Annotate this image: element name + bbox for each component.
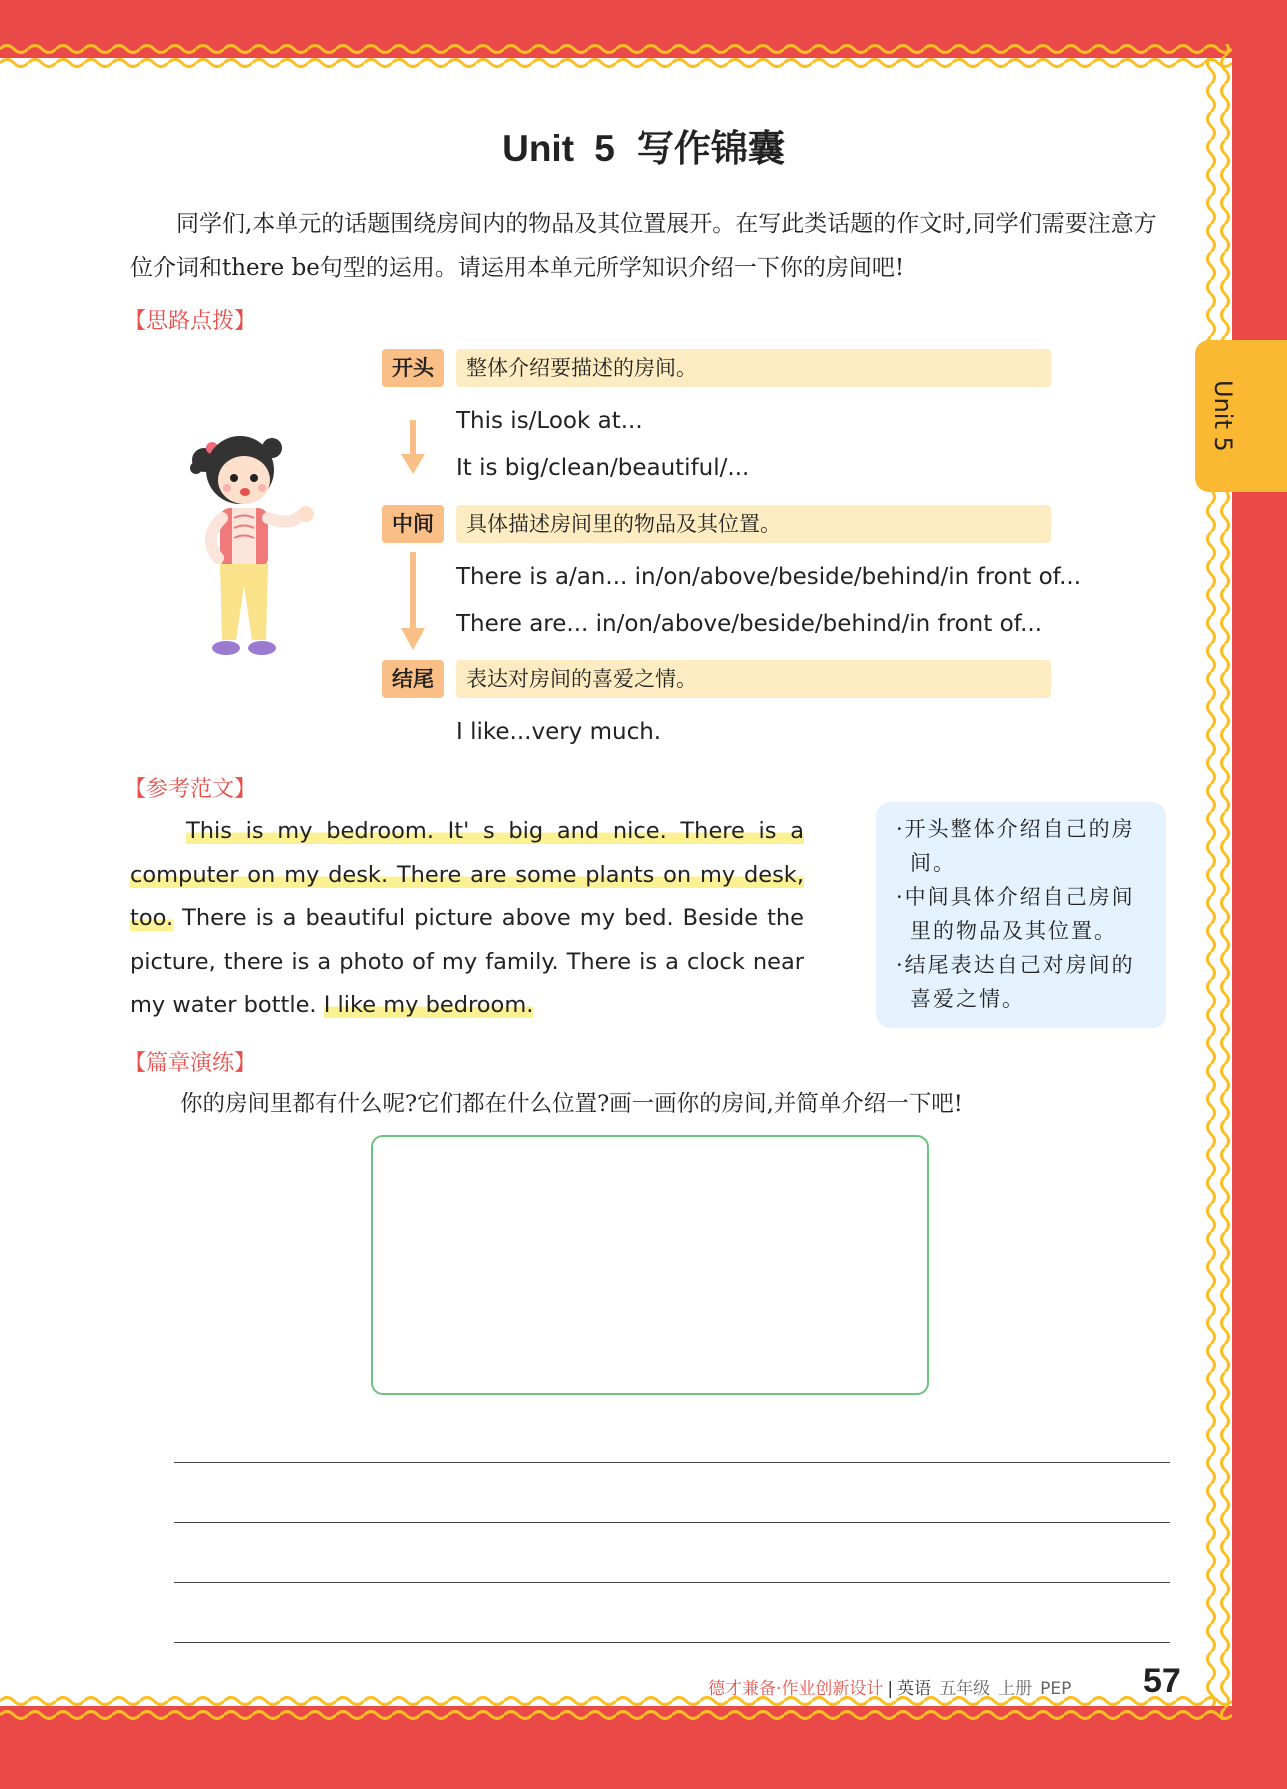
unit-side-tab-label: Unit 5 [1209, 380, 1237, 452]
sample-essay [130, 810, 804, 1028]
step-example: This is/Look at... [456, 408, 643, 434]
arrow-down-icon [400, 420, 426, 476]
footer-series: 德才兼备·作业创新设计 [708, 1679, 884, 1699]
writing-line[interactable] [174, 1522, 1170, 1523]
writing-line[interactable] [174, 1462, 1170, 1463]
practice-prompt: 你的房间里都有什么呢?它们都在什么位置?画一画你的房间,并简单介绍一下吧! [180, 1091, 963, 1117]
note-item: ·中间具体介绍自己房间里的物品及其位置。 [896, 885, 1135, 943]
footer-term: 上册 [998, 1679, 1033, 1699]
intro-paragraph: 同学们,本单元的话题围绕房间内的物品及其位置展开。在写此类话题的作文时,同学们需要注意方位介词和there be句型的运用。请运用本单元所学知识介绍一下你的房间吧! [130, 211, 1157, 281]
step-label-middle: 中间 [382, 505, 444, 543]
step-label-end: 结尾 [382, 660, 444, 698]
page-footer [708, 1674, 1071, 1699]
footer-grade: 五年级 [939, 1679, 991, 1699]
essay-body: There is a beautiful picture above my bed. Beside the picture, there is a photo of my family. There is a clock near my water bottle. [130, 905, 804, 1018]
step-desc-start: 整体介绍要描述的房间。 [456, 349, 1051, 387]
sample-notes-box [876, 802, 1166, 1028]
writing-line[interactable] [174, 1642, 1170, 1643]
footer-separator: | [887, 1679, 894, 1699]
footer-edition: PEP [1040, 1679, 1072, 1699]
step-desc-end: 表达对房间的喜爱之情。 [456, 660, 1051, 698]
girl-illustration [182, 418, 332, 668]
essay-highlight-closing: I like my bedroom. [323, 992, 534, 1018]
step-example: There are... in/on/above/beside/behind/in front of... [456, 611, 1043, 637]
arrow-down-icon [400, 552, 426, 652]
step-example: It is big/clean/beautiful/... [456, 455, 750, 481]
page-title [0, 118, 1287, 172]
step-example: I like...very much. [456, 719, 662, 745]
note-item: ·结尾表达自己对房间的喜爱之情。 [896, 953, 1135, 1011]
footer-subject: 英语 [897, 1679, 932, 1699]
note-item: ·开头整体介绍自己的房间。 [896, 817, 1135, 875]
practice-header: 【篇章演练】 [124, 1051, 257, 1076]
essay-highlight-opening: This is my bedroom. It' s big and nice. There is a computer on my desk. There are some plants on my desk, too. [130, 818, 804, 931]
step-label-start: 开头 [382, 349, 444, 387]
page-number: 57 [1143, 1662, 1181, 1700]
title-cn: 写作锦囊 [636, 128, 785, 169]
sample-header: 【参考范文】 [124, 777, 257, 802]
step-desc-middle: 具体描述房间里的物品及其位置。 [456, 505, 1051, 543]
step-example: There is a/an... in/on/above/beside/behind/in front of... [456, 564, 1082, 590]
writing-line[interactable] [174, 1582, 1170, 1583]
drawing-area[interactable] [371, 1135, 929, 1395]
thinking-header: 【思路点拨】 [124, 309, 257, 334]
unit-side-tab [1195, 340, 1287, 492]
title-unit: Unit 5 [502, 128, 615, 169]
